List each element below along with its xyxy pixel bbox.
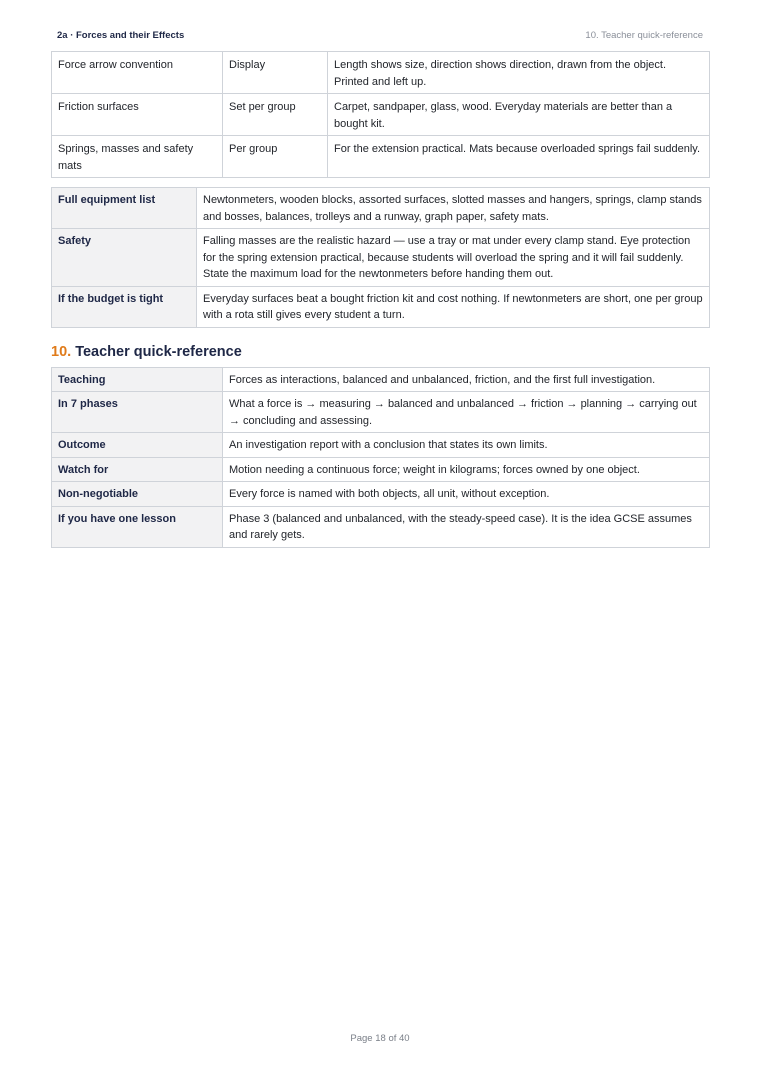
document-title: 2a · Forces and their Effects	[57, 29, 185, 41]
equipment-value: Newtonmeters, wooden blocks, assorted surfaces, slotted masses and hangers, springs, clamp stands and bosses, balances, trolleys and a runway, graph paper, safety mats.	[197, 188, 710, 229]
table-row	[52, 457, 710, 482]
section-number: 10.	[51, 343, 72, 360]
table-row	[52, 433, 710, 458]
reference-value: Motion needing a continuous force; weight in kilograms; forces owned by one object.	[223, 457, 710, 482]
table-row	[52, 286, 710, 327]
resource-note: Length shows size, direction shows direction, drawn from the object. Printed and left up.	[328, 52, 710, 94]
table-row	[52, 367, 710, 392]
running-section-title: 10. Teacher quick-reference	[585, 29, 703, 41]
page-header	[57, 28, 703, 42]
reference-value: What a force is → measuring → balanced and unbalanced → friction → planning → carrying out → concluding and assessing.	[223, 392, 710, 433]
page-content	[51, 51, 710, 548]
resource-table	[51, 51, 710, 178]
budget-label: If the budget is tight	[52, 286, 197, 327]
budget-value: Everyday surfaces beat a bought friction kit and cost nothing. If newtonmeters are short, one per group with a rota still gives every student a turn.	[197, 286, 710, 327]
reference-label: Watch for	[52, 457, 223, 482]
reference-value: Phase 3 (balanced and unbalanced, with the steady-speed case). It is the idea GCSE assumes and rarely gets.	[223, 506, 710, 547]
section-title: Teacher quick-reference	[75, 343, 242, 360]
reference-value: Every force is named with both objects, all unit, without exception.	[223, 482, 710, 507]
table-row	[52, 94, 710, 136]
quick-reference-table	[51, 367, 710, 548]
resource-item: Force arrow convention	[52, 52, 223, 94]
table-row	[52, 229, 710, 287]
page-number: Page 18 of 40	[350, 1033, 410, 1044]
reference-label: Outcome	[52, 433, 223, 458]
reference-label: In 7 phases	[52, 392, 223, 433]
resource-note: Carpet, sandpaper, glass, wood. Everyday materials are better than a bought kit.	[328, 94, 710, 136]
safety-label: Safety	[52, 229, 197, 287]
reference-value: Forces as interactions, balanced and unbalanced, friction, and the first full investigation.	[223, 367, 710, 392]
reference-label: Teaching	[52, 367, 223, 392]
reference-label: Non-negotiable	[52, 482, 223, 507]
safety-value: Falling masses are the realistic hazard — use a tray or mat under every clamp stand. Eye protection for the spring extension practical, because students will overload the spring and it will fail suddenly. State the maximum load for the newtonmeters before handing them out.	[197, 229, 710, 287]
table-row	[52, 136, 710, 178]
table-row	[52, 392, 710, 433]
equipment-table	[51, 187, 710, 328]
reference-label: If you have one lesson	[52, 506, 223, 547]
equipment-label: Full equipment list	[52, 188, 197, 229]
table-row	[52, 482, 710, 507]
table-row	[52, 52, 710, 94]
resource-note: For the extension practical. Mats because overloaded springs fail suddenly.	[328, 136, 710, 178]
reference-value: An investigation report with a conclusion that states its own limits.	[223, 433, 710, 458]
resource-item: Friction surfaces	[52, 94, 223, 136]
resource-quantity: Per group	[223, 136, 328, 178]
table-row	[52, 188, 710, 229]
section-heading	[51, 343, 710, 361]
table-row	[52, 506, 710, 547]
resource-item: Springs, masses and safety mats	[52, 136, 223, 178]
resource-quantity: Display	[223, 52, 328, 94]
resource-quantity: Set per group	[223, 94, 328, 136]
